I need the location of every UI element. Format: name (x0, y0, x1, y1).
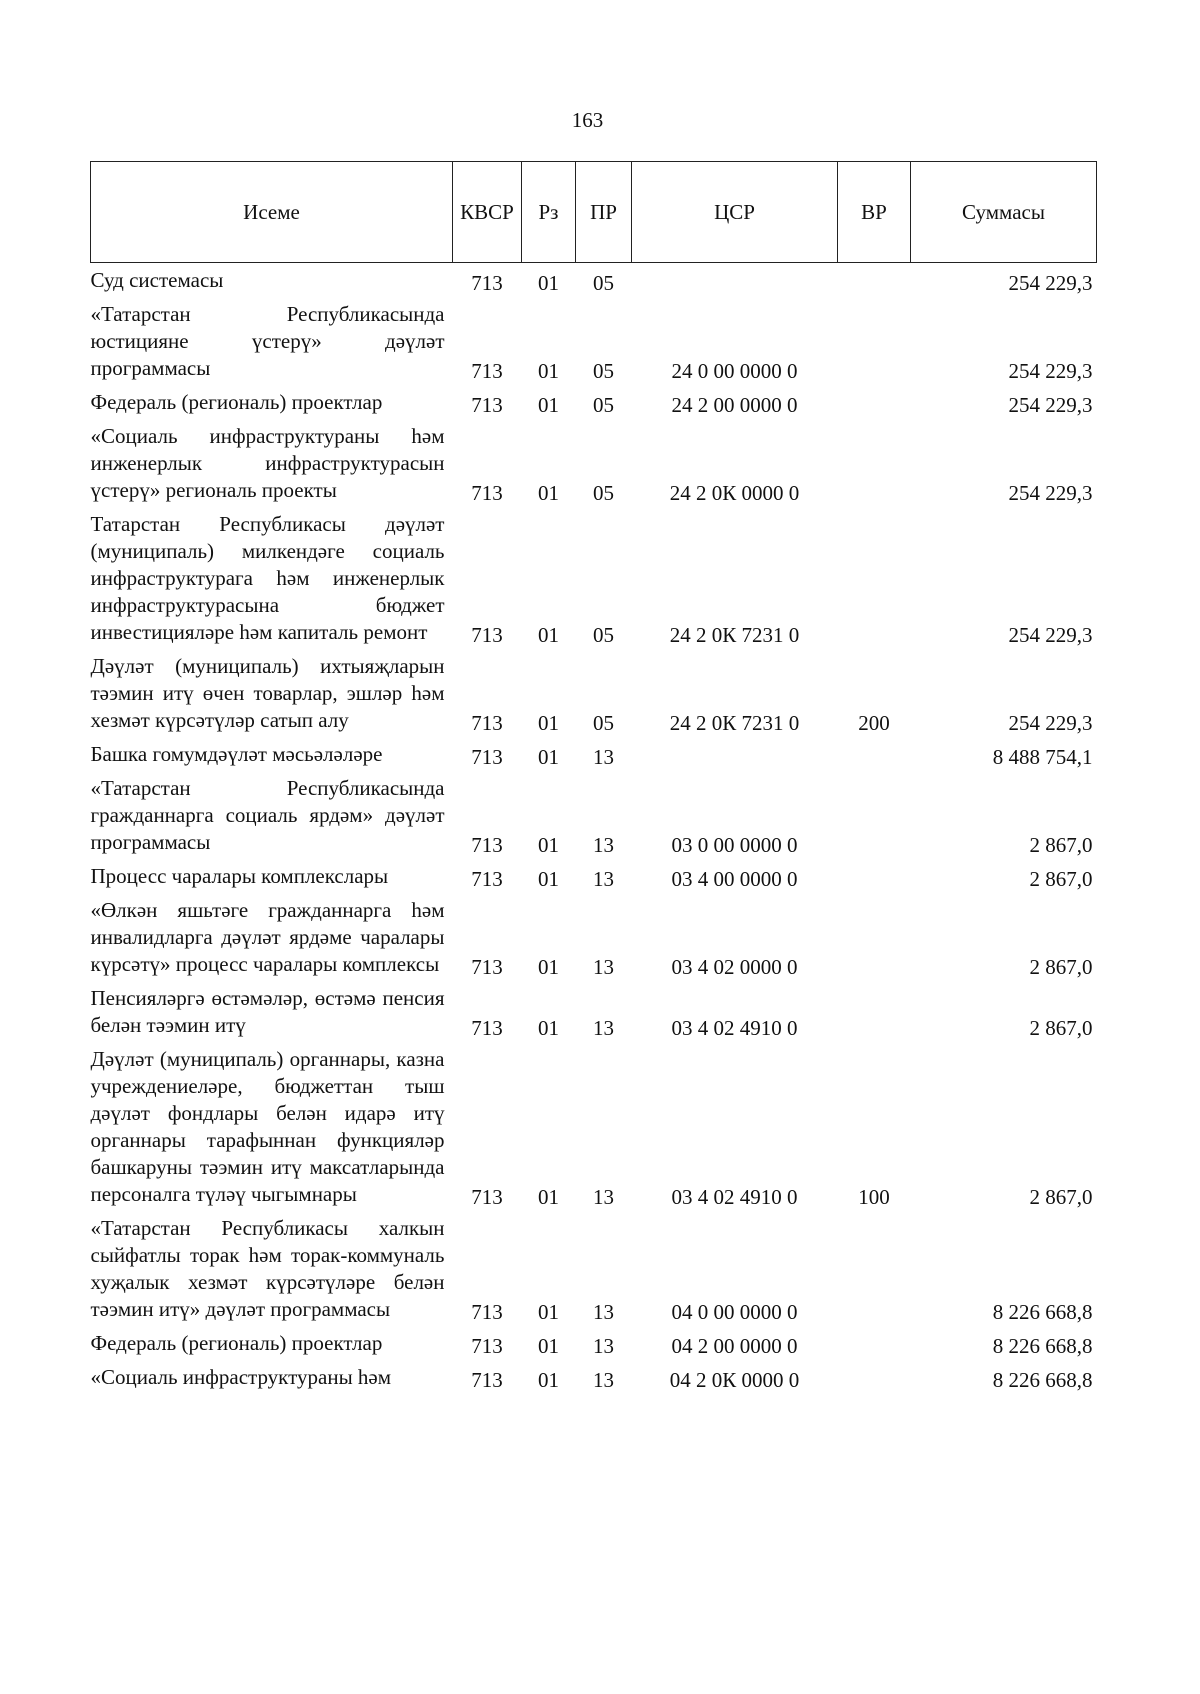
cell-rz: 01 (538, 711, 559, 735)
cell-pr: 05 (593, 271, 614, 295)
cell-rz: 01 (538, 359, 559, 383)
cell-kvsr: 713 (471, 745, 503, 769)
table-row (91, 507, 1097, 649)
cell-rz: 01 (538, 393, 559, 417)
cell-pr: 13 (593, 1334, 614, 1358)
cell-sum: 8 226 668,8 (992, 1368, 1093, 1392)
cell-kvsr: 713 (471, 1300, 503, 1324)
cell-kvsr: 713 (471, 623, 503, 647)
cell-pr: 05 (593, 481, 614, 505)
budget-table-container (90, 161, 1096, 1394)
cell-csr: 03 4 02 0000 0 (671, 955, 798, 979)
cell-rz: 01 (538, 271, 559, 295)
cell-name: «Татарстан Республикасы халкын сыйфатлы торак һәм торак-коммуналь хуҗалык хезмәт күрсәтүләре белән тәэмин итү» дәүләт программасы (90, 1216, 445, 1321)
cell-vr (838, 385, 911, 419)
cell-pr: 13 (593, 955, 614, 979)
cell-pr: 13 (593, 745, 614, 769)
cell-name: Процесс чаралары комплекслары (90, 864, 389, 888)
cell-vr (838, 1211, 911, 1326)
cell-sum: 8 226 668,8 (992, 1334, 1093, 1358)
table-row (91, 297, 1097, 385)
cell-name: «Өлкән яшьтәге гражданнарга һәм инвалидларга дәүләт ярдәме чаралары күрсәтү» процесс чаралары комплексы (90, 898, 445, 976)
cell-csr (632, 737, 838, 771)
table-row (91, 385, 1097, 419)
cell-rz: 01 (538, 1016, 559, 1040)
cell-rz: 01 (538, 1368, 559, 1392)
cell-name: Федераль (региональ) проектлар (90, 1331, 383, 1355)
cell-sum: 2 867,0 (1029, 1185, 1093, 1209)
cell-rz: 01 (538, 623, 559, 647)
cell-pr: 05 (593, 393, 614, 417)
cell-csr: 04 2 00 0000 0 (671, 1334, 798, 1358)
cell-pr: 13 (593, 1368, 614, 1392)
cell-rz: 01 (538, 955, 559, 979)
cell-pr: 05 (593, 359, 614, 383)
cell-rz: 01 (538, 1334, 559, 1358)
cell-name: Татарстан Республикасы дәүләт (муниципаль) милкендәге социаль инфраструктурага һәм инженерлык инфраструктурасына бюджет инвестицияләре һәм капиталь ремонт (90, 512, 445, 644)
cell-csr (632, 263, 838, 298)
cell-rz: 01 (538, 1300, 559, 1324)
cell-name: «Татарстан Республикасында юстицияне үстерү» дәүләт программасы (90, 302, 445, 380)
cell-sum: 254 229,3 (1008, 359, 1093, 383)
cell-kvsr: 713 (471, 481, 503, 505)
cell-pr: 13 (593, 833, 614, 857)
cell-pr: 13 (593, 1185, 614, 1209)
table-row (91, 263, 1097, 298)
header-pr: ПР (576, 162, 632, 263)
cell-csr: 24 2 0К 7231 0 (669, 623, 800, 647)
cell-name: «Татарстан Республикасында гражданнарга социаль ярдәм» дәүләт программасы (90, 776, 445, 854)
cell-kvsr: 713 (471, 1368, 503, 1392)
cell-sum: 8 488 754,1 (992, 745, 1093, 769)
header-kvsr: КВСР (453, 162, 522, 263)
cell-kvsr: 713 (471, 393, 503, 417)
cell-sum: 8 226 668,8 (992, 1300, 1093, 1324)
cell-pr: 13 (593, 867, 614, 891)
table-row (91, 1211, 1097, 1326)
cell-vr (838, 1360, 911, 1394)
cell-kvsr: 713 (471, 1334, 503, 1358)
cell-csr: 03 4 02 4910 0 (671, 1016, 798, 1040)
cell-vr (838, 859, 911, 893)
cell-sum: 2 867,0 (1029, 1016, 1093, 1040)
cell-name: Башка гомумдәүләт мәсьәләләре (90, 742, 383, 766)
cell-kvsr: 713 (471, 833, 503, 857)
table-row (91, 893, 1097, 981)
cell-name: «Социаль инфраструктураны һәм (90, 1365, 392, 1389)
cell-pr: 13 (593, 1016, 614, 1040)
cell-name: Дәүләт (муниципаль) органнары, казна учреждениеләре, бюджеттан тыш дәүләт фондлары белән идарә итү органнары тарафыннан функцияләр башкаруны тәэмин итү максатларында персоналга түләү чыгымнары (90, 1047, 445, 1206)
cell-csr: 24 2 0К 7231 0 (669, 711, 800, 735)
cell-pr: 13 (593, 1300, 614, 1324)
table-row (91, 1326, 1097, 1360)
cell-pr: 05 (593, 711, 614, 735)
cell-csr: 03 4 02 4910 0 (671, 1185, 798, 1209)
cell-vr (838, 1326, 911, 1360)
cell-vr (838, 297, 911, 385)
cell-vr (838, 419, 911, 507)
cell-rz: 01 (538, 481, 559, 505)
cell-sum: 2 867,0 (1029, 955, 1093, 979)
cell-csr: 03 4 00 0000 0 (671, 867, 798, 891)
cell-kvsr: 713 (471, 359, 503, 383)
cell-name: Суд системасы (90, 268, 224, 292)
cell-vr (838, 771, 911, 859)
cell-name: Пенсияләргә өстәмәләр, өстәмә пенсия белән тәэмин итү (90, 986, 445, 1037)
cell-csr: 24 2 00 0000 0 (671, 393, 798, 417)
table-body (91, 263, 1097, 1395)
table-row (91, 859, 1097, 893)
table-row (91, 771, 1097, 859)
header-rz: Рз (522, 162, 576, 263)
cell-kvsr: 713 (471, 711, 503, 735)
table-row (91, 737, 1097, 771)
cell-kvsr: 713 (471, 867, 503, 891)
cell-vr: 200 (858, 711, 890, 735)
budget-table (90, 161, 1097, 1394)
cell-kvsr: 713 (471, 271, 503, 295)
cell-csr: 03 0 00 0000 0 (671, 833, 798, 857)
cell-kvsr: 713 (471, 1185, 503, 1209)
table-row (91, 419, 1097, 507)
cell-vr (838, 737, 911, 771)
page-number: 163 (571, 108, 604, 132)
table-row (91, 649, 1097, 737)
cell-csr: 04 2 0К 0000 0 (669, 1368, 800, 1392)
cell-pr: 05 (593, 623, 614, 647)
cell-rz: 01 (538, 745, 559, 769)
header-sum: Суммасы (911, 162, 1097, 263)
cell-sum: 254 229,3 (1008, 271, 1093, 295)
header-name: Исеме (91, 162, 453, 263)
cell-sum: 254 229,3 (1008, 623, 1093, 647)
cell-sum: 254 229,3 (1008, 481, 1093, 505)
cell-vr (838, 893, 911, 981)
cell-csr: 24 2 0К 0000 0 (669, 481, 800, 505)
table-header (91, 162, 1097, 263)
cell-name: Федераль (региональ) проектлар (90, 390, 383, 414)
cell-rz: 01 (538, 1185, 559, 1209)
header-vr: ВР (838, 162, 911, 263)
table-row (91, 981, 1097, 1042)
cell-sum: 2 867,0 (1029, 867, 1093, 891)
cell-sum: 2 867,0 (1029, 833, 1093, 857)
table-row (91, 1360, 1097, 1394)
cell-vr: 100 (858, 1185, 890, 1209)
cell-rz: 01 (538, 833, 559, 857)
cell-rz: 01 (538, 867, 559, 891)
cell-vr (838, 981, 911, 1042)
cell-kvsr: 713 (471, 955, 503, 979)
cell-sum: 254 229,3 (1008, 711, 1093, 735)
table-row (91, 1042, 1097, 1211)
cell-csr: 24 0 00 0000 0 (671, 359, 798, 383)
header-csr: ЦСР (632, 162, 838, 263)
cell-vr (838, 263, 911, 298)
cell-kvsr: 713 (471, 1016, 503, 1040)
cell-name: Дәүләт (муниципаль) ихтыяҗларын тәэмин итү өчен товарлар, эшләр һәм хезмәт күрсәтүләр сатып алу (90, 654, 445, 732)
cell-csr: 04 0 00 0000 0 (671, 1300, 798, 1324)
cell-sum: 254 229,3 (1008, 393, 1093, 417)
cell-name: «Социаль инфраструктураны һәм инженерлык инфраструктурасын үстерү» региональ проекты (90, 424, 445, 502)
cell-vr (838, 507, 911, 649)
